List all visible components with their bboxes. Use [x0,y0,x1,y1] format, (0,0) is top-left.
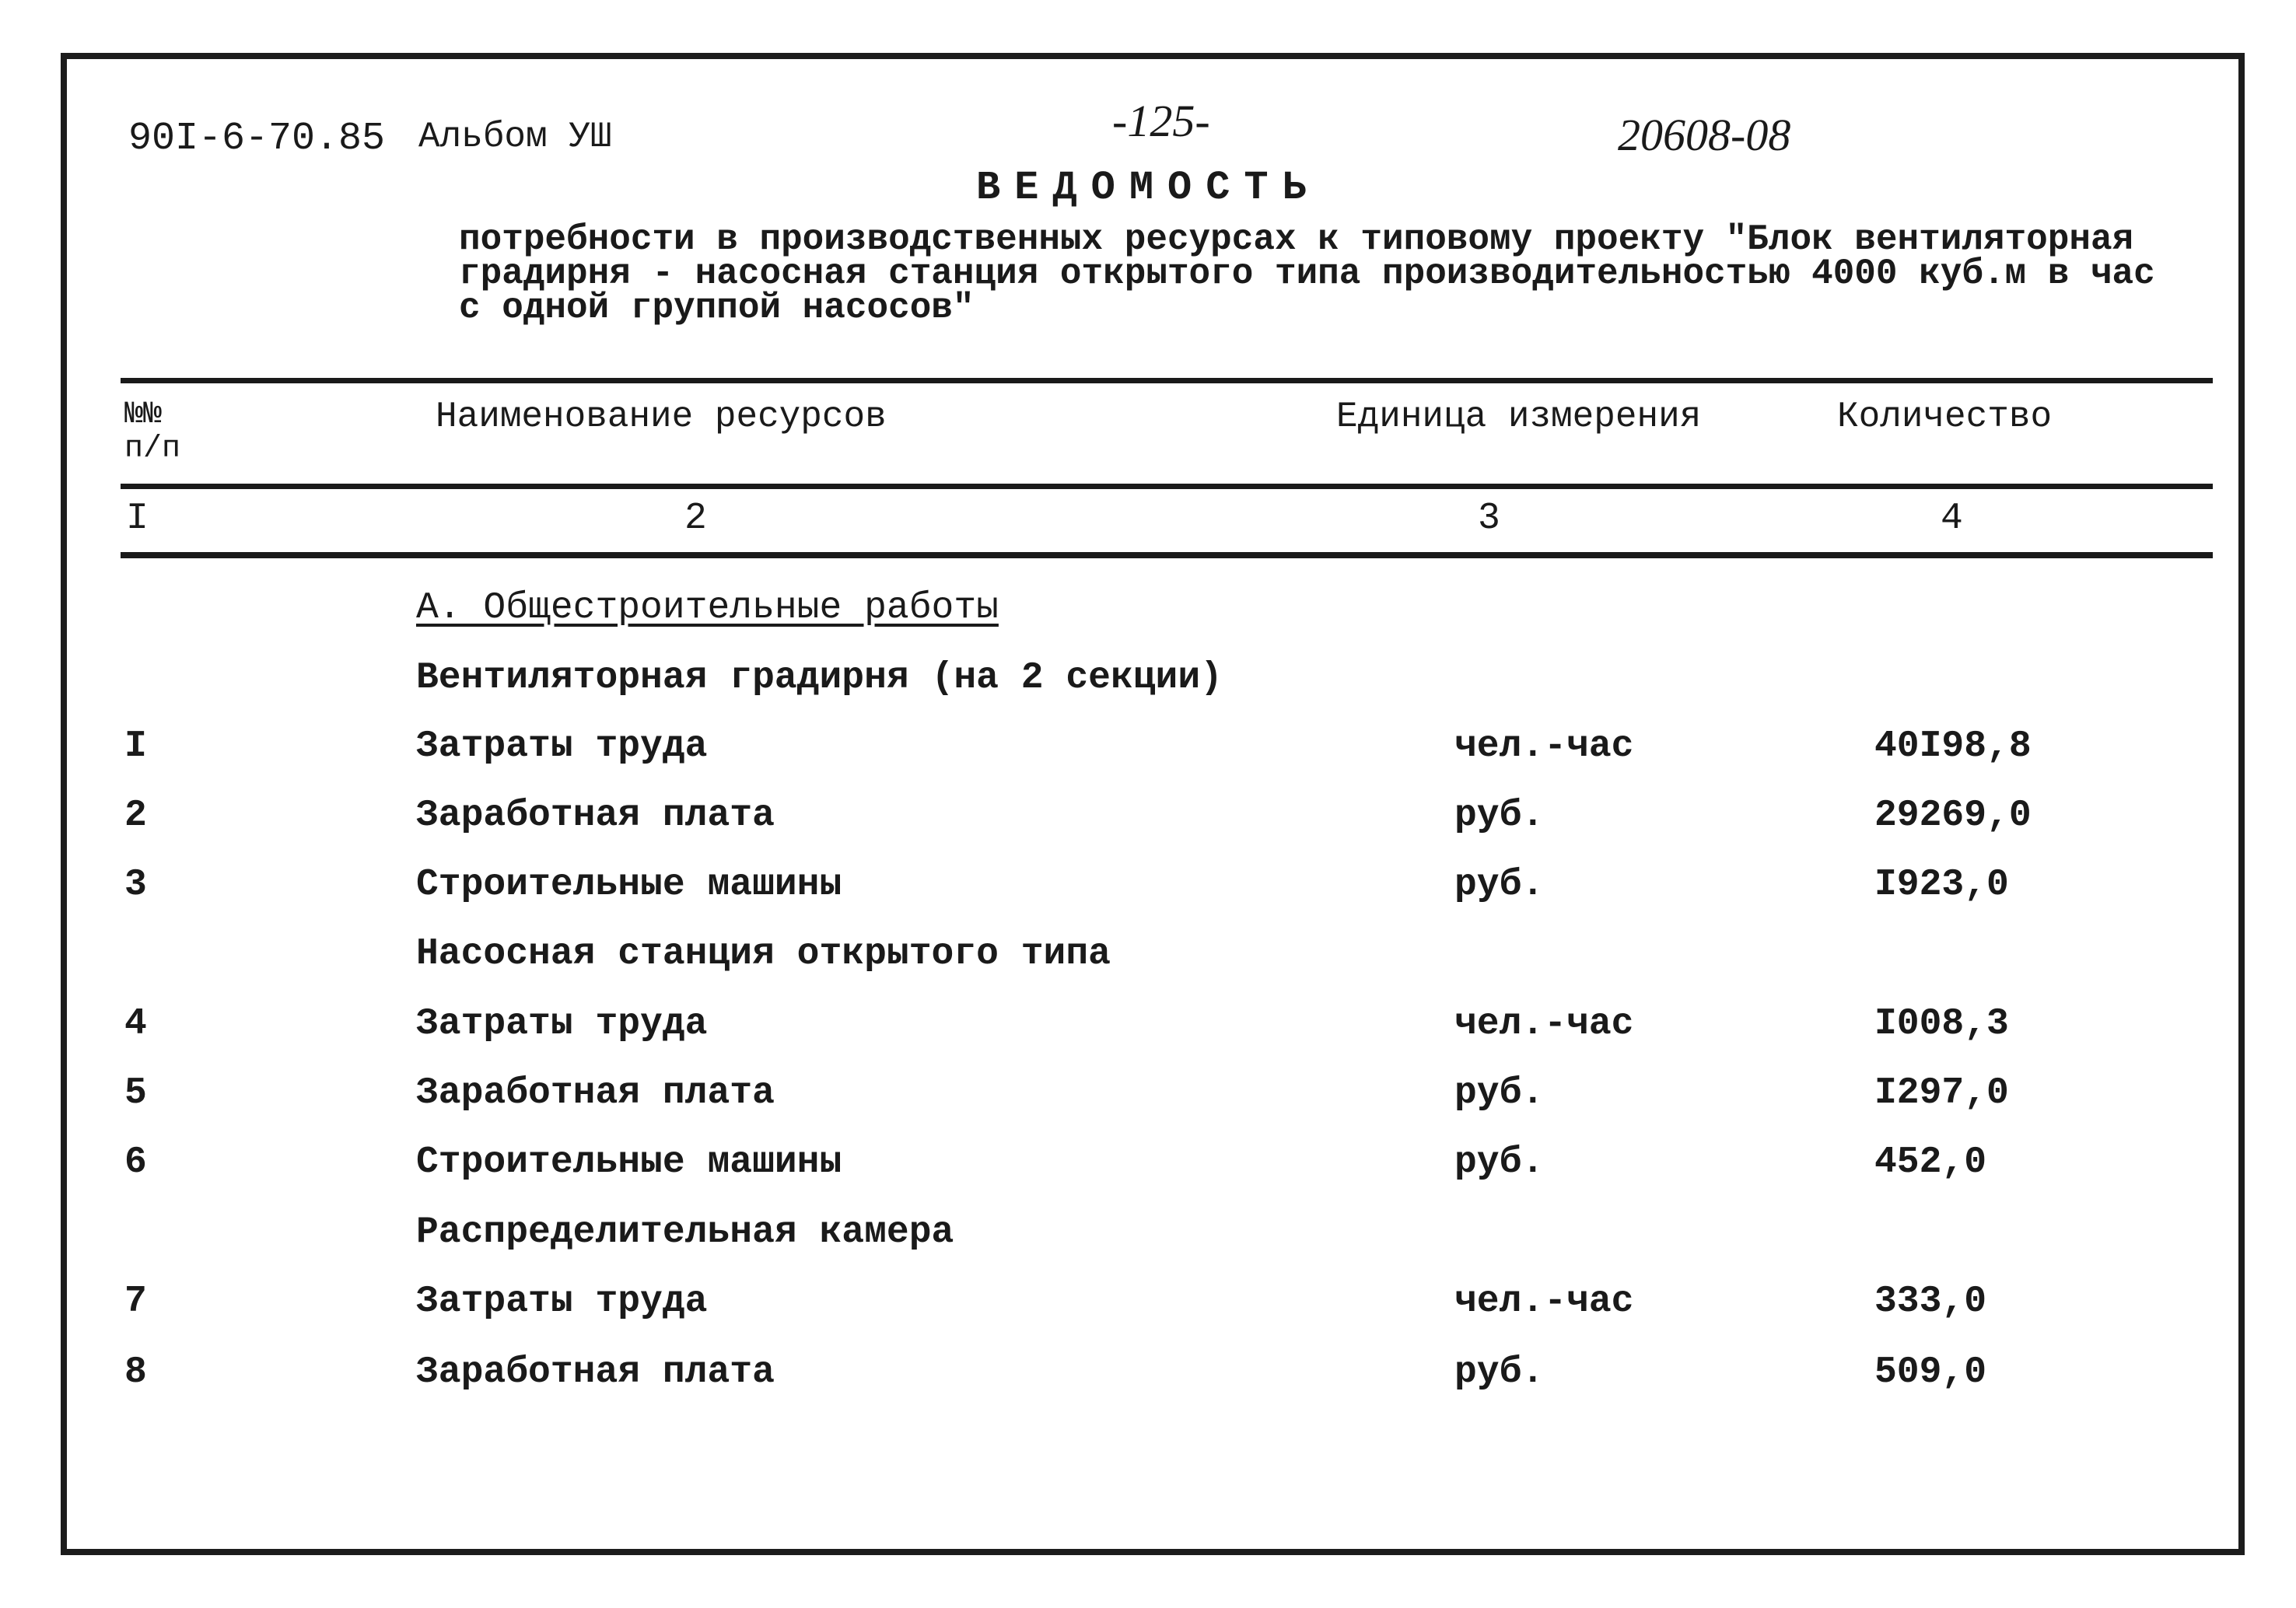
header-name: Наименование ресурсов [436,397,887,437]
header-unit: Единица измерения [1336,397,1702,437]
row-unit: чел.-час [1454,1003,1634,1045]
row-quantity: I008,3 [1874,1003,2009,1045]
table-row [0,1003,2296,1057]
row-unit: руб. [1454,864,1545,906]
row-quantity: I297,0 [1874,1072,2009,1114]
row-unit: чел.-час [1454,1281,1634,1323]
row-name: Затраты труда [416,725,708,767]
table-row [0,864,2296,918]
row-unit: руб. [1454,1072,1545,1114]
table-row [0,1141,2296,1196]
row-number: 5 [124,1072,147,1114]
album-label: Альбом УШ [418,117,612,157]
document-code: 90I-6-70.85 [128,117,386,161]
page-title: ВЕДОМОСТЬ [976,165,1321,211]
row-quantity: 509,0 [1874,1351,1987,1393]
page-number: -125- [1112,96,1210,146]
row-number: 2 [124,795,147,837]
row-unit: руб. [1454,1351,1545,1393]
table-top-rule [121,378,2213,383]
group-title: Насосная станция открытого типа [416,933,1111,975]
row-quantity: 452,0 [1874,1141,1987,1183]
group-title: Распределительная камера [416,1211,954,1253]
document-number: 20608-08 [1618,110,1791,160]
row-number: 7 [124,1281,147,1323]
row-name: Заработная плата [416,795,775,837]
row-number: 6 [124,1141,147,1183]
row-name: Строительные машины [416,864,842,906]
col-number-1: I [126,498,149,540]
row-number: I [124,725,147,767]
row-name: Заработная плата [416,1072,775,1114]
table-row [0,1281,2296,1335]
row-unit: руб. [1454,795,1545,837]
col-number-rule [121,552,2213,558]
row-name: Строительные машины [416,1141,842,1183]
table-row [0,725,2296,780]
row-unit: чел.-час [1454,725,1634,767]
row-name: Затраты труда [416,1281,708,1323]
row-quantity: 29269,0 [1874,795,2032,837]
table-row [0,1072,2296,1127]
row-number: 8 [124,1351,147,1393]
group-title: Вентиляторная градирня (на 2 секции) [416,657,1223,699]
header-rule [121,484,2213,489]
row-quantity: 333,0 [1874,1281,1987,1323]
header-num: №№ п/п [124,397,181,467]
header-qty: Количество [1837,397,2053,437]
col-number-2: 2 [684,498,707,540]
row-quantity: 40I98,8 [1874,725,2032,767]
row-number: 3 [124,864,147,906]
row-number: 4 [124,1003,147,1045]
row-name: Затраты труда [416,1003,708,1045]
section-title: А. Общестроительные работы [416,587,999,629]
row-unit: руб. [1454,1141,1545,1183]
row-quantity: I923,0 [1874,864,2009,906]
table-row [0,795,2296,849]
page-subtitle: потребности в производственных ресурсах к типовому проекту "Блок вентиляторная градирня - насосная станция открытого типа производительностью 4000 куб.м в час с одной группой насосов" [459,219,2155,328]
col-number-4: 4 [1941,498,1963,540]
col-number-3: 3 [1478,498,1500,540]
row-name: Заработная плата [416,1351,775,1393]
table-row [0,1351,2296,1406]
